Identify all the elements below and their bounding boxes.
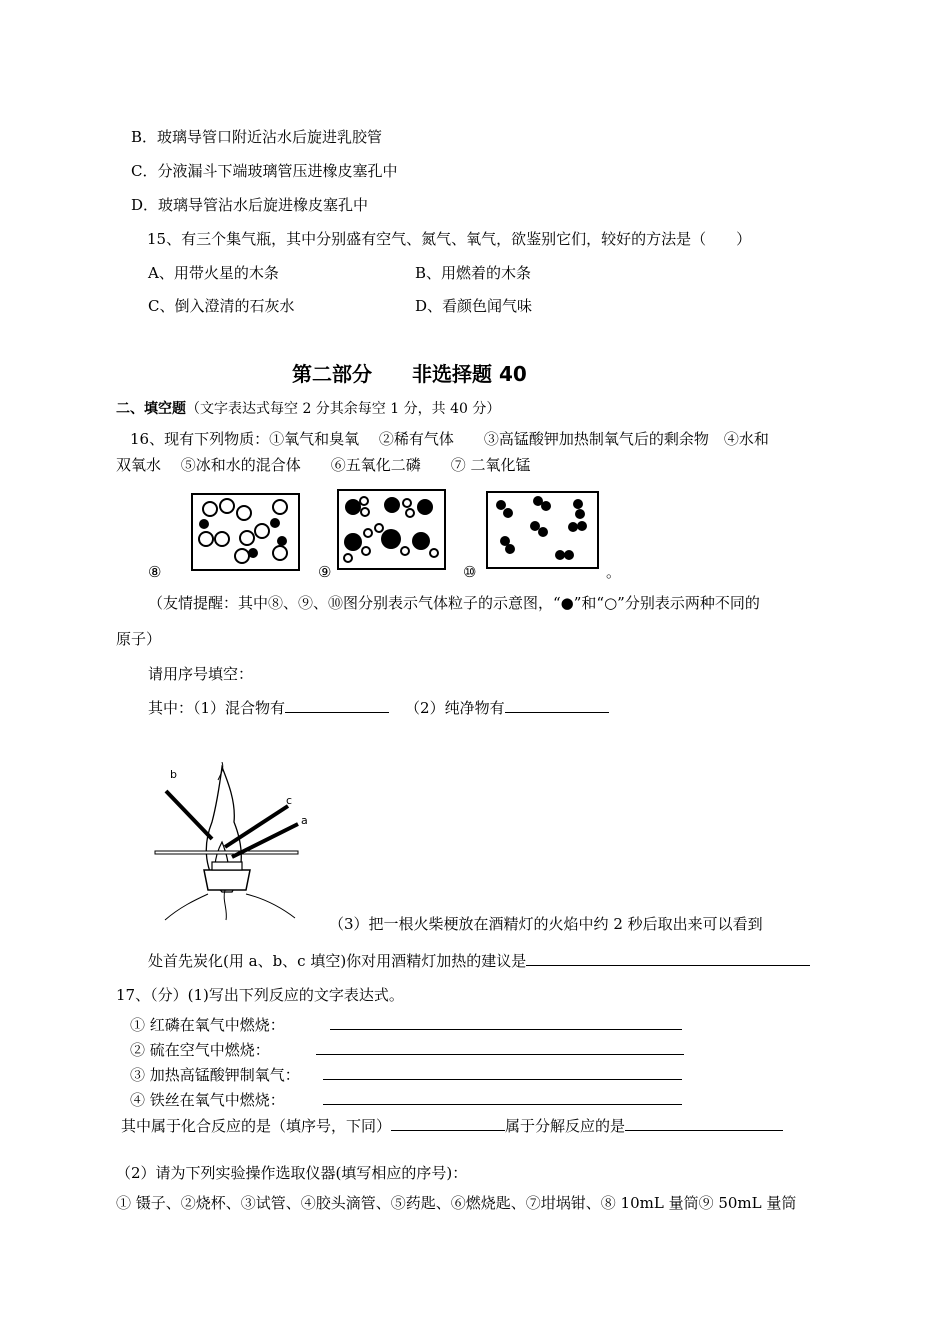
- lamp-suggestion-blank[interactable]: [526, 950, 810, 966]
- q15-option-c: C、倒入澄清的石灰水: [148, 297, 295, 315]
- particle-diagram-10: [486, 491, 599, 569]
- lamp-label-c: c: [286, 794, 293, 807]
- q15-stem: 15、有三个集气瓶，其中分别盛有空气、氮气、氧气，欲鉴别它们，较好的方法是（ ）: [147, 230, 752, 248]
- r2-equation-blank[interactable]: [316, 1039, 684, 1055]
- q17-stem: 17、（分）(1)写出下列反应的文字表达式。: [116, 986, 404, 1004]
- q14-option-c: C．分液漏斗下端玻璃管压进橡皮塞孔中: [131, 162, 398, 180]
- q17-r1-label: ① 红磷在氧气中燃烧：: [130, 1016, 285, 1034]
- q17-r3-line: [130, 1064, 682, 1085]
- q16-pure-label: （2）纯净物有: [405, 699, 505, 717]
- lamp-label-b: b: [170, 768, 177, 781]
- q15-option-b: B、用燃着的木条: [415, 264, 532, 282]
- q17-r4-line: [130, 1089, 682, 1110]
- diagram-end-mark: 。: [606, 563, 622, 581]
- r3-equation-blank[interactable]: [323, 1064, 682, 1080]
- q17-r2-label: ② 硫在空气中燃烧：: [130, 1041, 270, 1059]
- q16-3-line2: [148, 950, 810, 971]
- q16-fill-line: [148, 697, 609, 718]
- q16-hint-line1: （友情提醒：其中⑧、⑨、⑩图分别表示气体粒子的示意图，“●”和“○”分别表示两种不同的: [148, 594, 760, 612]
- diagram-label-8: ⑧: [148, 563, 162, 581]
- q17-decomposition-label: 属于分解反应的是: [505, 1117, 626, 1135]
- q16-line2: 双氧水 ⑤冰和水的混合体 ⑥五氧化二磷 ⑦ 二氧化锰: [116, 456, 531, 474]
- alcohol-lamp-figure: [150, 762, 315, 922]
- r1-equation-blank[interactable]: [330, 1014, 682, 1030]
- mixture-answer-blank[interactable]: [285, 697, 389, 713]
- q16-mixture-label: 其中：（1）混合物有: [148, 699, 286, 717]
- q16-hint-line2: 原子）: [116, 630, 162, 648]
- q17-r2-line: [130, 1039, 684, 1060]
- q17-classify-line: [121, 1115, 783, 1136]
- q15-option-d: D、看颜色闻气味: [415, 297, 533, 315]
- pure-substance-answer-blank[interactable]: [505, 697, 609, 713]
- q17-r3-label: ③ 加热高锰酸钾制氧气：: [130, 1066, 300, 1084]
- part2-title: 第二部分 非选择题 40: [292, 362, 527, 386]
- q14-option-b: B．玻璃导管口附近沾水后旋进乳胶管: [131, 128, 383, 146]
- section2-heading-line: [116, 399, 500, 419]
- q17-r1-line: [130, 1014, 682, 1035]
- diagram-label-9: ⑨: [318, 563, 332, 581]
- q16-3-line1: （3）把一根火柴梗放在酒精灯的火焰中约 2 秒后取出来可以看到: [329, 915, 763, 933]
- combination-reaction-blank[interactable]: [391, 1115, 505, 1131]
- q16-line1: 16、现有下列物质：①氧气和臭氧 ②稀有气体 ③高锰酸钾加热制氧气后的剩余物 ④水和: [130, 430, 769, 448]
- particle-diagram-9: [337, 489, 446, 570]
- diagram-label-10: ⑩: [463, 563, 477, 581]
- q17-r4-label: ④ 铁丝在氧气中燃烧：: [130, 1091, 285, 1109]
- q16-3-prompt: 处首先炭化(用 a、b、c 填空)你对用酒精灯加热的建议是: [148, 952, 527, 970]
- particle-diagram-8: [191, 493, 300, 571]
- r4-equation-blank[interactable]: [323, 1089, 682, 1105]
- q14-option-d: D．玻璃导管沾水后旋进橡皮塞孔中: [131, 196, 369, 214]
- lamp-label-a: a: [301, 814, 308, 827]
- q16-instruction: 请用序号填空：: [148, 665, 254, 683]
- q17-combination-label: 其中属于化合反应的是（填序号，下同）: [121, 1117, 392, 1135]
- q15-option-a: A、用带火星的木条: [148, 264, 279, 282]
- decomposition-reaction-blank[interactable]: [625, 1115, 783, 1131]
- section2-heading: 二、填空题: [116, 401, 186, 417]
- q17-instruments: ① 镊子、②烧杯、③试管、④胶头滴管、⑤药匙、⑥燃烧匙、⑦坩埚钳、⑧ 10mL 量筒⑨ 50mL 量筒: [116, 1194, 797, 1212]
- section2-note: （文字表达式每空 2 分其余每空 1 分，共 40 分）: [186, 401, 501, 417]
- q17-part2: （2）请为下列实验操作选取仪器(填写相应的序号)：: [116, 1164, 468, 1182]
